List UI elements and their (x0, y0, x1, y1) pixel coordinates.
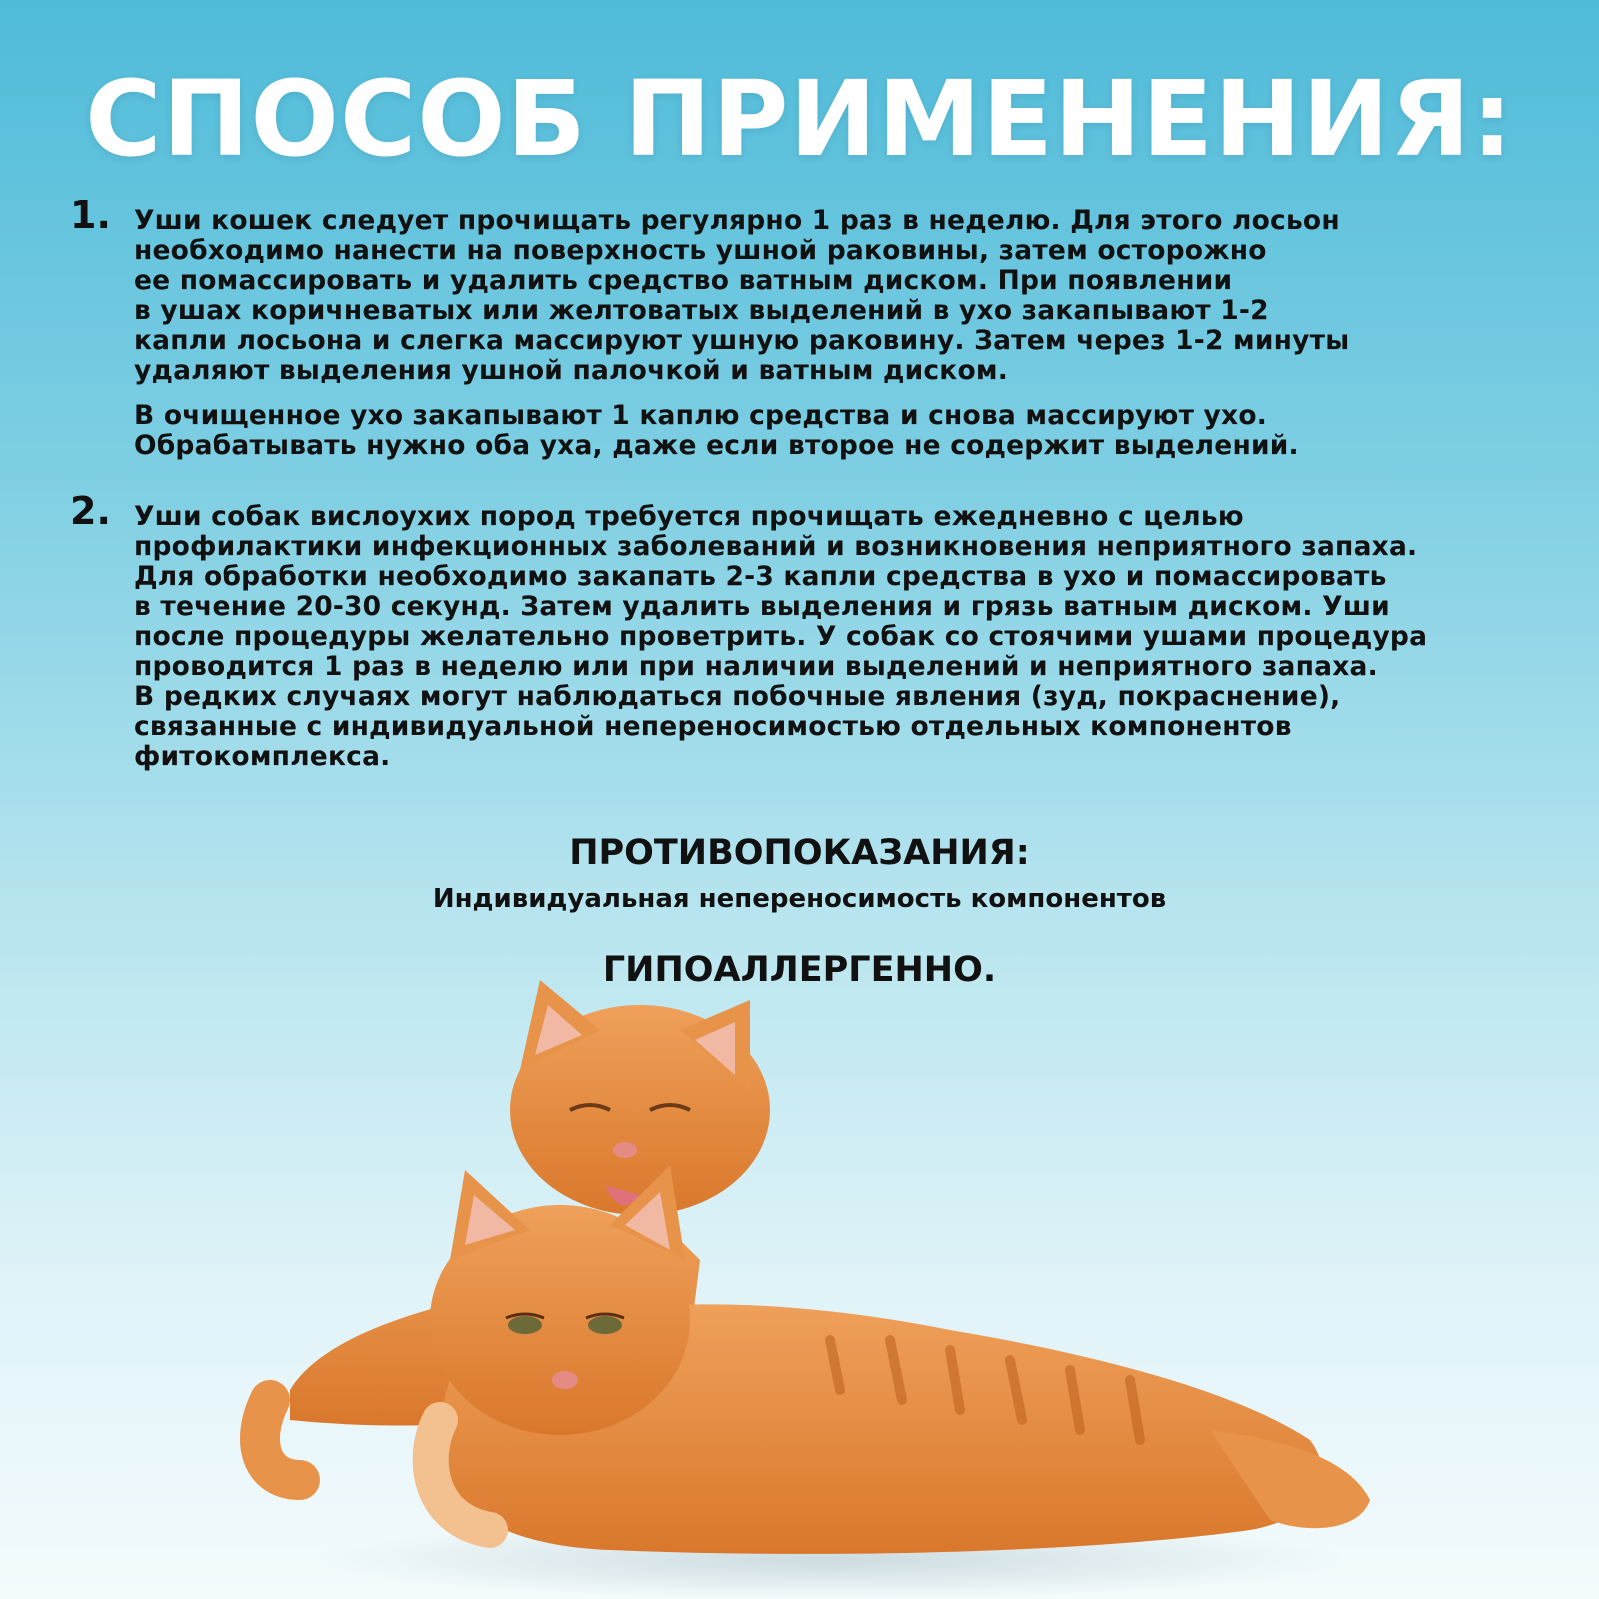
instruction-paragraph: Уши кошек следует прочищать регулярно 1 раз в неделю. Для этого лосьон необходимо нанести на поверхность ушной раковины, затем осторожно ее помассировать и удалить средство ватным диском. При появлении в ушах коричневатых или желтоватых выделений в ухо закапывают 1-2 капли лосьона и слегка массируют ушную раковину. Затем через 1-2 минуты удаляют выделения ушной палочкой и ватным диском. (134, 205, 1350, 386)
item-number: 2. (70, 489, 111, 533)
page-title: СПОСОБ ПРИМЕНЕНИЯ: (85, 58, 1514, 180)
instruction-paragraph: Уши собак вислоухих пород требуется прочищать ежедневно с целью профилактики инфекционных заболеваний и возникновения неприятного запаха. Для обработки необходимо закапать 2-3 капли средства в ухо и помассировать в течение 20-30 секунд. Затем удалить выделения и грязь ватным диском. Уши после процедуры желательно проветрить. У собак со стоячими ушами процедура проводится 1 раз в неделю или при наличии выделений и неприятного запаха. В редких случаях могут наблюдаться побочные явления (зуд, покраснение), связанные с индивидуальной непереносимостью отдельных компонентов фитокомплекса. (134, 501, 1428, 772)
instruction-paragraph: В очищенное ухо закапывают 1 каплю средства и снова массируют ухо. Обрабатывать нужно оба уха, даже если второе не содержит выделений. (134, 400, 1299, 461)
item-number: 1. (70, 193, 111, 237)
item-body (134, 206, 1554, 461)
contraindications-text: Индивидуальная непереносимость компонентов (432, 884, 1167, 914)
bottom-kitten (430, 1165, 1370, 1554)
item-body (134, 502, 1554, 772)
kittens-image (230, 960, 1390, 1599)
contraindications-title: ПРОТИВОПОКАЗАНИЯ: (569, 833, 1030, 873)
hypoallergenic-label: ГИПОАЛЛЕРГЕННО. (602, 950, 997, 990)
